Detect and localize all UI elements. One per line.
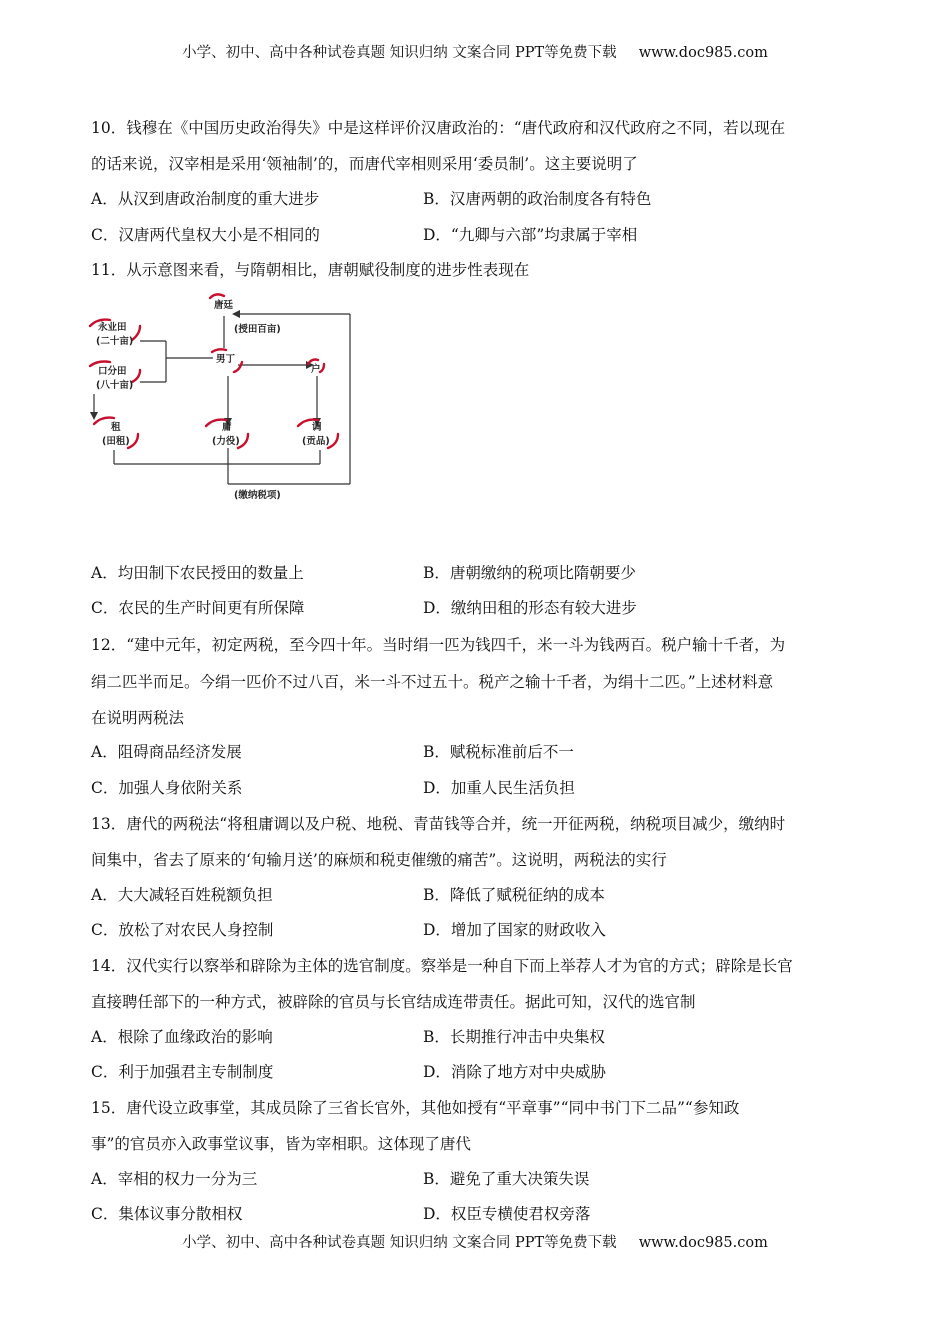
arrow-to-zu — [90, 412, 98, 420]
q14-stem-line-2: 直接聘任部下的一种方式，被辟除的官员与长官结成连带责任。据此可知，汉代的选官制 — [91, 993, 696, 1011]
swoosh-tang — [210, 294, 224, 298]
q12-option-b: B．赋税标准前后不一 — [423, 743, 574, 761]
q10-option-d: D．“九卿与六部”均隶属于宰相 — [423, 226, 638, 244]
q13-option-a: A．大大减轻百姓税额负担 — [91, 886, 273, 904]
node-gongpin: (贡品) — [302, 436, 330, 447]
node-yongye: 永业田 — [98, 322, 127, 333]
q15-stem-line-2: 事”的官员亦入政事堂议事，皆为宰相职。这体现了唐代 — [91, 1135, 471, 1153]
q14-option-d: D．消除了地方对中央威胁 — [423, 1063, 606, 1081]
node-bashi: (八十亩) — [96, 380, 134, 391]
q10-option-a: A．从汉到唐政治制度的重大进步 — [91, 190, 320, 208]
q12-stem-line-2: 绢二匹半而足。今绢一匹价不过八百，米一斗不过五十。税产之输十千者，为绢十二匹。”上述材料意 — [91, 673, 774, 691]
q13-option-c: C．放松了对农民人身控制 — [91, 921, 274, 939]
tax-system-diagram — [88, 290, 358, 510]
node-jiaona: (缴纳税项) — [234, 490, 281, 501]
q10-stem-line-2: 的话来说，汉宰相是采用‘领袖制’的，而唐代宰相则采用‘委员制’。这主要说明了 — [91, 155, 638, 173]
q10-option-c: C．汉唐两代皇权大小是不相同的 — [91, 226, 320, 244]
q11-option-c: C．农民的生产时间更有所保障 — [91, 599, 305, 617]
q10-option-b: B．汉唐两朝的政治制度各有特色 — [423, 190, 652, 208]
node-shoutian: (授田百亩) — [234, 324, 281, 335]
node-diao: 调 — [312, 422, 322, 433]
q10-stem-line-1: 10．钱穆在《中国历史政治得失》中是这样评价汉唐政治的：“唐代政府和汉代政府之不同，若以现在 — [91, 119, 786, 137]
q13-stem-line-1: 13．唐代的两税法“将租庸调以及户税、地税、青苗钱等合并，统一开征两税，纳税项目减少，缴纳时 — [91, 815, 786, 833]
q12-stem-line-1: 12．“建中元年，初定两税，至今四十年。当时绢一匹为钱四千，米一斗为钱两百。税户输十千者，为 — [91, 636, 786, 654]
node-tang: 唐廷 — [214, 300, 234, 311]
q13-stem-line-2: 间集中，省去了原来的‘旬输月送’的麻烦和税吏催缴的痛苦”。这说明，两税法的实行 — [91, 851, 667, 869]
node-yong: 庸 — [222, 422, 232, 433]
q13-option-b: B．降低了赋税征纳的成本 — [423, 886, 605, 904]
q13-option-d: D．增加了国家的财政收入 — [423, 921, 606, 939]
q11-option-b: B．唐朝缴纳的税项比隋朝要少 — [423, 564, 636, 582]
q15-option-d: D．权臣专横使君权旁落 — [423, 1205, 591, 1223]
header-site[interactable]: www.doc985.com — [638, 45, 768, 61]
q11-stem-line-1: 11．从示意图来看，与隋朝相比，唐朝赋役制度的进步性表现在 — [91, 261, 530, 279]
node-tianzu: (田租) — [102, 436, 130, 447]
q12-option-a: A．阻碍商品经济发展 — [91, 743, 242, 761]
arrow-to-tang — [232, 310, 240, 318]
q11-option-a: A．均田制下农民授田的数量上 — [91, 564, 304, 582]
node-zu: 租 — [111, 422, 121, 433]
node-liyi: (力役) — [212, 436, 240, 447]
q12-stem-line-3: 在说明两税法 — [91, 709, 185, 727]
footer-text: 小学、初中、高中各种试卷真题 知识归纳 文案合同 PPT等免费下载 — [182, 1235, 617, 1251]
q15-option-c: C．集体议事分散相权 — [91, 1205, 243, 1223]
q15-option-b: B．避免了重大决策失误 — [423, 1170, 590, 1188]
node-kou: 口分田 — [98, 366, 127, 377]
q14-option-c: C．利于加强君主专制制度 — [91, 1063, 274, 1081]
page-header — [0, 41, 950, 62]
q11-option-d: D．缴纳田租的形态有较大进步 — [423, 599, 637, 617]
node-ershi: (二十亩) — [96, 336, 134, 347]
q15-stem-line-1: 15．唐代设立政事堂，其成员除了三省长官外，其他如授有“平章事”“同中书门下二品”“参知政 — [91, 1099, 740, 1117]
swoosh-nanding — [212, 349, 226, 352]
page-footer — [0, 1231, 950, 1252]
q12-option-d: D．加重人民生活负担 — [423, 779, 575, 797]
header-text: 小学、初中、高中各种试卷真题 知识归纳 文案合同 PPT等免费下载 — [182, 45, 617, 61]
footer-site[interactable]: www.doc985.com — [638, 1235, 768, 1251]
node-nanding: 男丁 — [216, 354, 236, 365]
q14-option-a: A．根除了血缘政治的影响 — [91, 1028, 273, 1046]
q12-option-c: C．加强人身依附关系 — [91, 779, 243, 797]
node-hu: 户 — [311, 364, 321, 375]
q14-option-b: B．长期推行冲击中央集权 — [423, 1028, 605, 1046]
q15-option-a: A．宰相的权力一分为三 — [91, 1170, 258, 1188]
q14-stem-line-1: 14．汉代实行以察举和辟除为主体的选官制度。察举是一种自下而上举荐人才为官的方式；辟除是长官 — [91, 957, 793, 975]
